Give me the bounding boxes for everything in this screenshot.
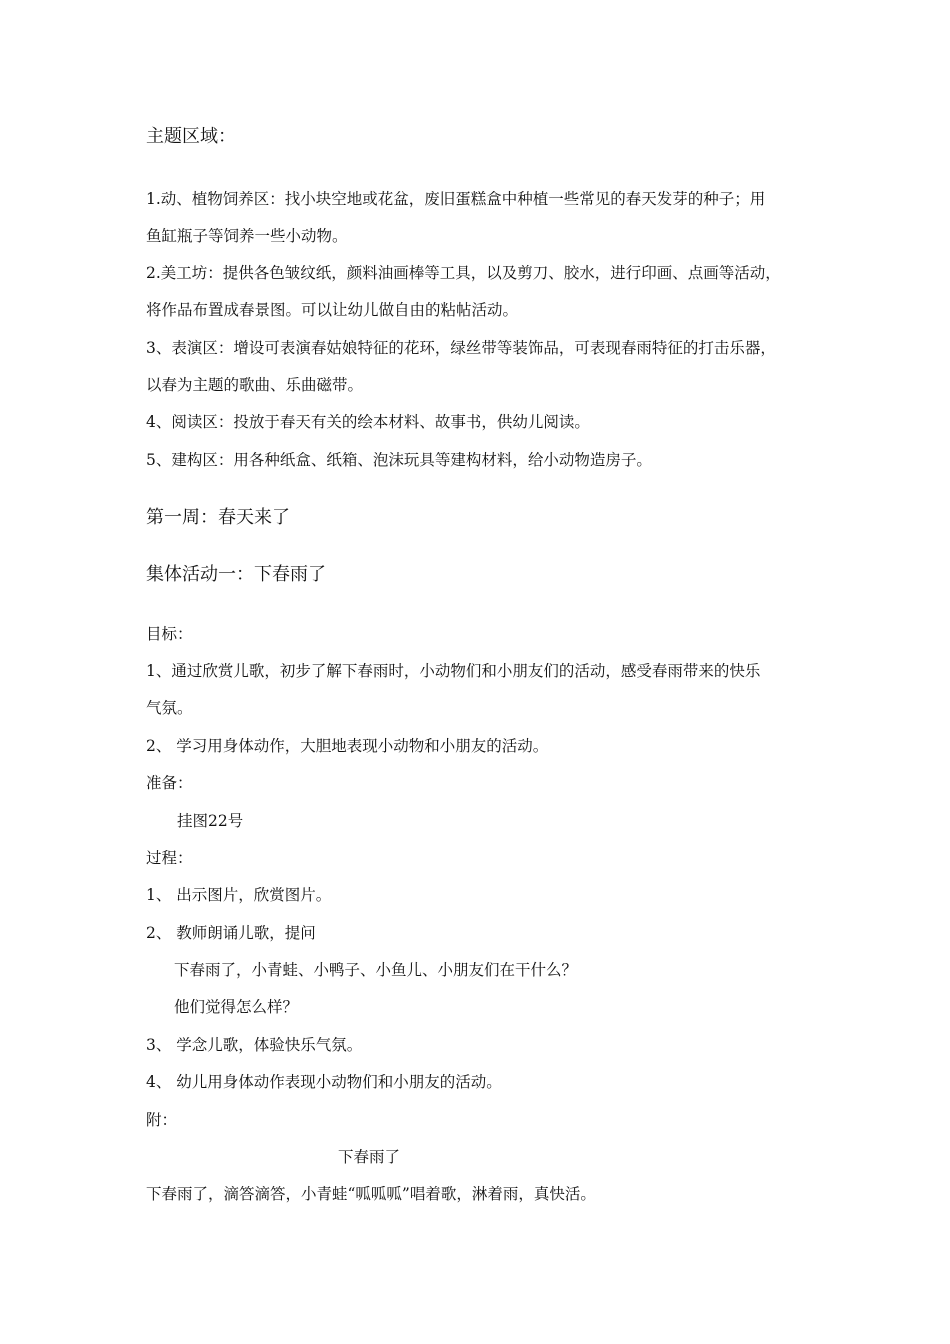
process-question: 下春雨了，小青蛙、小鸭子、小鱼儿、小朋友们在干什么？ [174,961,578,979]
area-line: 2.美工坊：提供各色皱纹纸，颜料油画棒等工具，以及剪刀、胶水，进行印画、点画等活动， [146,264,781,282]
goal-line: 气氛。 [146,699,193,717]
area-line: 鱼缸瓶子等饲养一些小动物。 [146,227,348,245]
activity-heading: 集体活动一：下春雨了 [146,564,326,585]
section-title: 主题区域： [146,126,236,147]
process-step: 1、 出示图片，欣赏图片。 [146,886,332,904]
process-step: 3、 学念儿歌，体验快乐气氛。 [146,1036,363,1054]
area-line: 3、表演区：增设可表演春姑娘特征的花环，绿丝带等装饰品，可表现春雨特征的打击乐器， [146,339,776,357]
process-question: 他们觉得怎么样？ [174,998,299,1016]
process-label: 过程： [146,849,193,867]
area-line: 4、阅读区：投放于春天有关的绘本材料、故事书，供幼儿阅读。 [146,413,590,431]
goals-label: 目标： [146,625,193,643]
goal-line: 2、 学习用身体动作，大胆地表现小动物和小朋友的活动。 [146,737,549,755]
process-step: 2、 教师朗诵儿歌，提问 [146,924,316,942]
process-step: 4、 幼儿用身体动作表现小动物们和小朋友的活动。 [146,1073,502,1091]
area-line: 将作品布置成春景图。可以让幼儿做自由的粘帖活动。 [146,301,519,319]
poem-title: 下春雨了 [338,1148,401,1166]
week-heading: 第一周：春天来了 [146,507,290,528]
poem-line: 下春雨了，滴答滴答，小青蛙“呱呱呱”唱着歌，淋着雨，真快活。 [146,1185,596,1203]
area-line: 5、建构区：用各种纸盒、纸箱、泡沫玩具等建构材料，给小动物造房子。 [146,451,652,469]
area-line: 1.动、植物饲养区：找小块空地或花盆，废旧蛋糕盒中种植一些常见的春天发芽的种子；用 [146,190,766,208]
appendix-label: 附： [146,1111,178,1129]
prep-item: 挂图22号 [177,812,244,830]
goal-line: 1、通过欣赏儿歌，初步了解下春雨时，小动物们和小朋友们的活动，感受春雨带来的快乐 [146,662,761,680]
area-line: 以春为主题的歌曲、乐曲磁带。 [146,376,364,394]
prep-label: 准备： [146,774,193,792]
